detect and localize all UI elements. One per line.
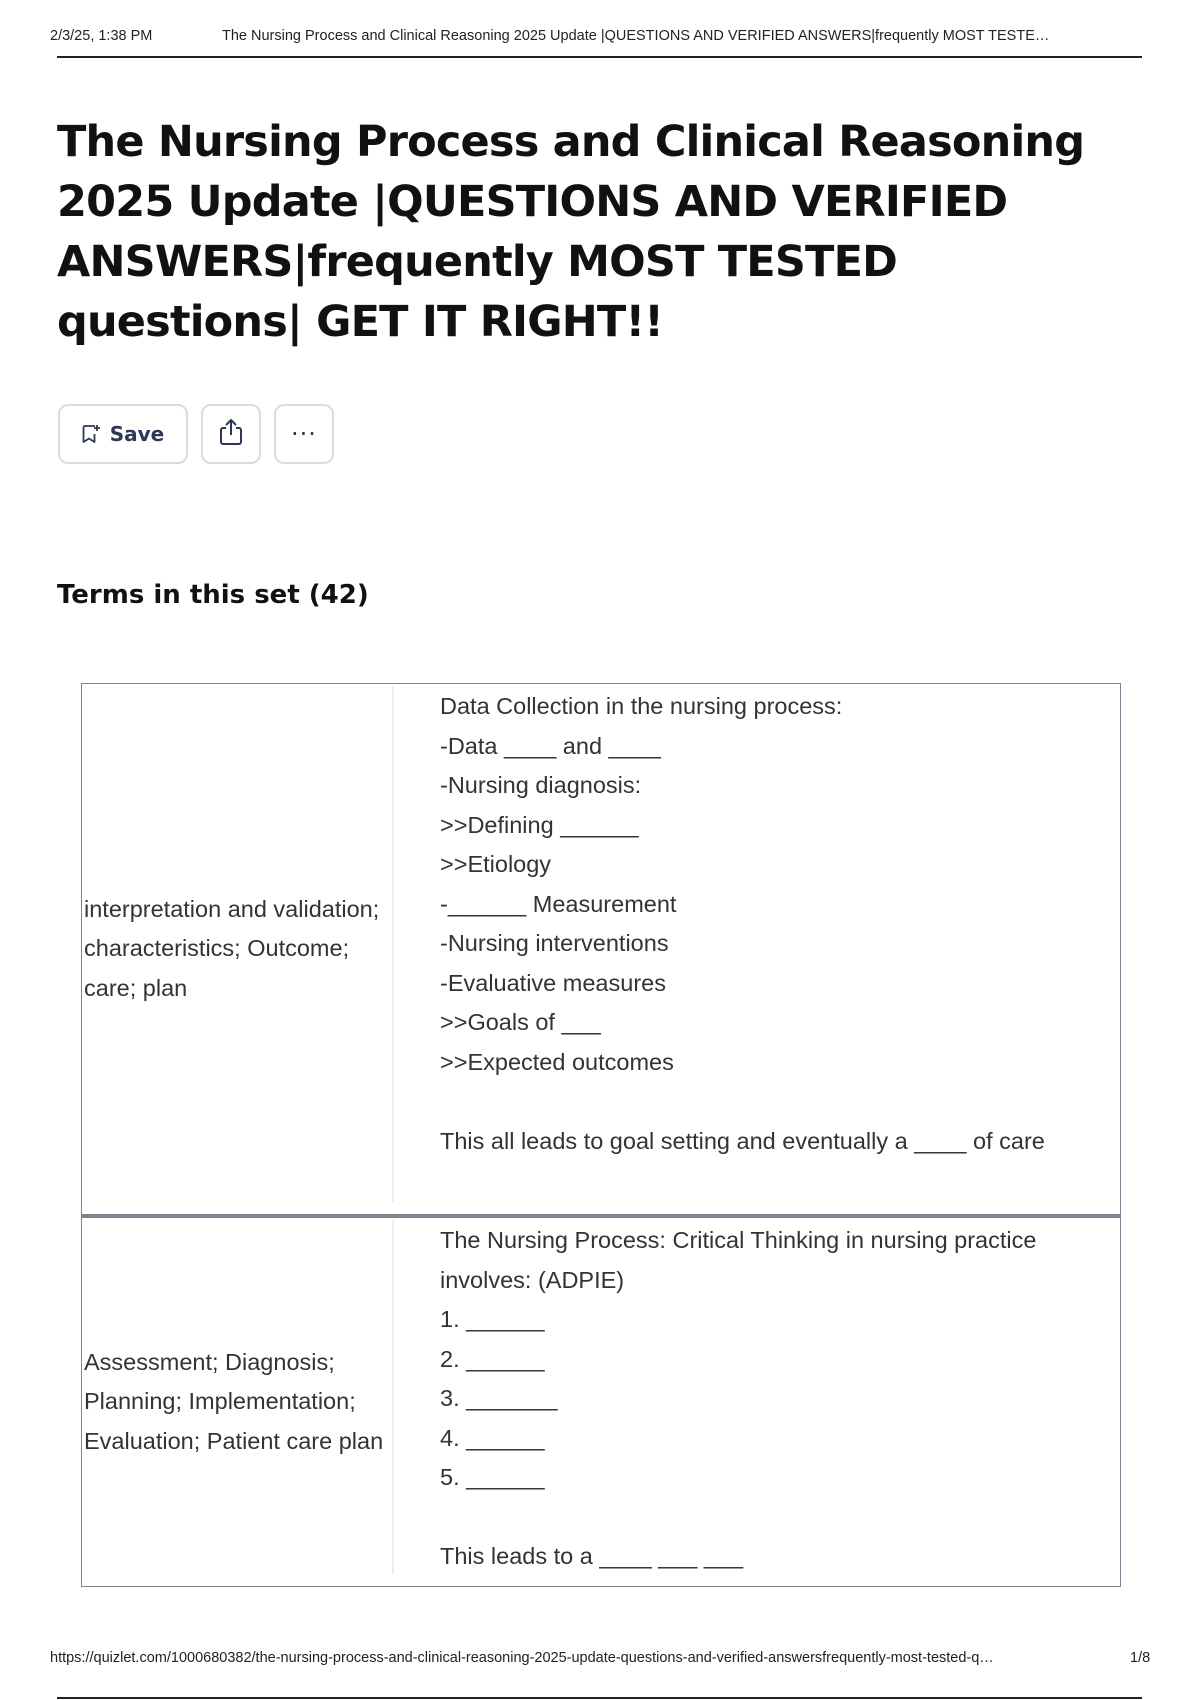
page-number: 1/8	[1130, 1650, 1151, 1666]
save-label: Save	[109, 422, 165, 446]
print-footer-url: https://quizlet.com/1000680382/the-nursing-process-and-clinical-reasoning-2025-update-questions-and-verified-answersfrequently-most-tested-q…	[50, 1650, 994, 1666]
term-definition: interpretation and validation; characteristics; Outcome; care; plan	[84, 895, 380, 1001]
term-text: Data Collection in the nursing process: -Data ____ and ____ -Nursing diagnosis: >>Defining ______ >>Etiology -______ Measurement -Nursing interventions -Evaluative measures >>Goals of ___ >>Expected outcomes This all leads to goal setting and eventually a ____ of care	[440, 693, 1045, 1154]
page-title: The Nursing Process and Clinical Reasoning 2025 Update |QUESTIONS AND VERIFIED ANSWERS|frequently MOST TESTED questions| GET IT RIGHT!!	[57, 117, 1085, 347]
more-horizontal-icon: ···	[291, 420, 317, 448]
save-button[interactable]	[58, 404, 188, 464]
print-doc-title: The Nursing Process and Clinical Reasoning 2025 Update |QUESTIONS AND VERIFIED ANSWERS|frequently MOST TESTE…	[222, 28, 1050, 44]
more-options-button[interactable]	[274, 404, 334, 464]
footer-divider	[57, 1697, 1142, 1699]
share-icon	[218, 418, 244, 450]
term-card[interactable]	[81, 683, 1121, 1215]
term-text: The Nursing Process: Critical Thinking in nursing practice involves: (ADPIE) 1. ______ 2. ______ 3. _______ 4. ______ 5. ______ This leads to a ____ ___ ___	[440, 1227, 1037, 1569]
terms-heading: Terms in this set (42)	[57, 580, 369, 610]
term-card[interactable]	[81, 1215, 1121, 1587]
print-date: 2/3/25, 1:38 PM	[50, 28, 153, 44]
term-definition: Assessment; Diagnosis; Planning; Implementation; Evaluation; Patient care plan	[84, 1348, 384, 1454]
header-divider	[57, 56, 1142, 58]
term-card-divider	[392, 1220, 394, 1574]
share-button[interactable]	[201, 404, 261, 464]
bookmark-add-icon	[82, 424, 100, 444]
terms-list	[81, 683, 1121, 1587]
term-card-divider	[392, 686, 394, 1202]
